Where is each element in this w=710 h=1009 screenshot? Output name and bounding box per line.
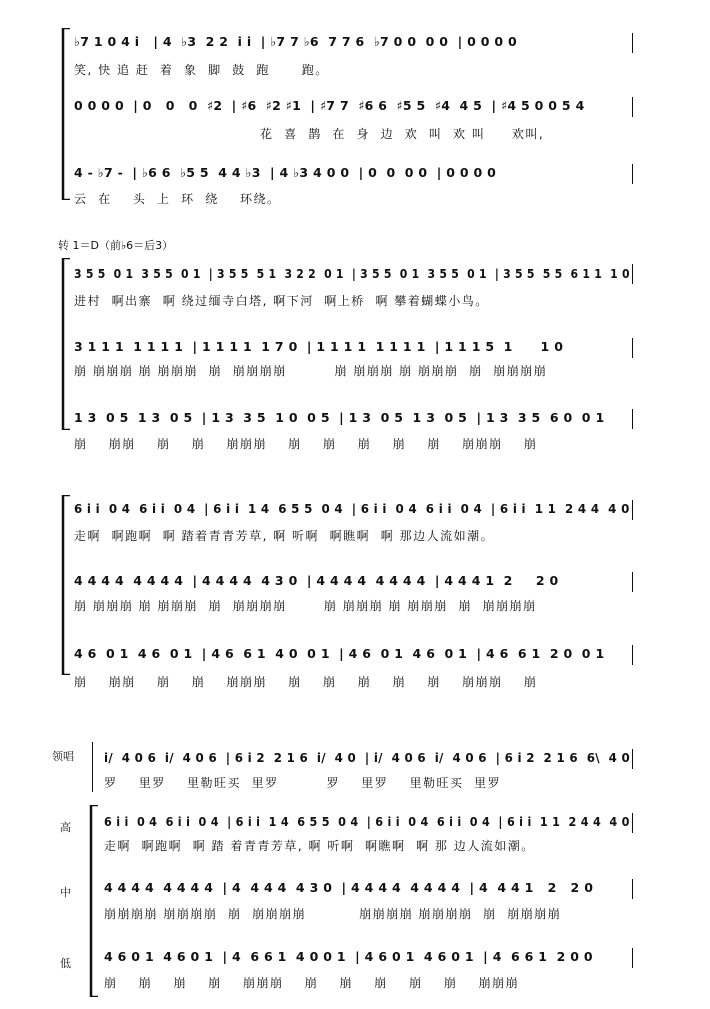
lyric-line: 进村 啊出寨 啊 绕过缅寺白塔, 啊下河 啊上桥 啊 攀着蝴蝶小鸟。 — [74, 294, 489, 308]
staff-notes: 1 3 0 5 1 3 0 5 | 1 3 3 5 1 0 0 5 | 1 3 0 5 1 3 0 5 | 1 3 3 5 6 0 0 1 — [74, 410, 605, 425]
final-barline — [632, 813, 633, 833]
lyric-line: 崩 崩崩 崩 崩 崩崩崩 崩 崩 崩 崩 崩 崩崩崩 崩 — [74, 437, 538, 451]
staff-notes: 6 i i 0 4 6 i i 0 4 | 6 i i 1 4 6 5 5 0 4 | 6 i i 0 4 6 i i 0 4 | 6 i i 1 1 2 4 4 4 0 — [74, 501, 630, 516]
part-label: 低 — [60, 957, 71, 970]
lyric-line: 崩 崩崩崩 崩 崩崩崩 崩 崩崩崩崩 崩 崩崩崩 崩 崩崩崩 崩 崩崩崩崩 — [74, 364, 548, 378]
staff-notes: 4 - ♭7 - | ♭6 6 ♭5 5 4 4 ♭3 | 4 ♭3 4 0 0 | 0 0 0 0 | 0 0 0 0 — [74, 165, 497, 180]
part-label: 高 — [60, 821, 71, 834]
staff-notes: 4 4 4 4 4 4 4 4 | 4 4 4 4 4 3 0 | 4 4 4 4 4 4 4 4 | 4 4 4 1 2 2 0 — [74, 573, 559, 588]
system-bracket — [88, 805, 100, 997]
system-barline — [92, 742, 93, 792]
staff-notes: 3 5 5 0 1 3 5 5 0 1 | 3 5 5 5 1 3 2 2 0 1 | 3 5 5 0 1 3 5 5 0 1 | 3 5 5 5 5 6 1 1 1 0 — [74, 266, 630, 281]
lyric-line: 笑, 快 追 赶 着 象 脚 鼓 跑 跑。 — [74, 63, 329, 77]
lyric-line: 花 喜 鹊 在 身 边 欢 叫 欢 叫 欢叫, — [260, 127, 545, 141]
final-barline — [632, 749, 633, 769]
final-barline — [632, 948, 633, 968]
part-label: 领唱 — [52, 750, 74, 763]
staff-notes: i/ 4 0 6 i/ 4 0 6 | 6 i 2 2 1 6 i/ 4 0 | i/ 4 0 6 i/ 4 0 6 | 6 i 2 2 1 6 6\ 4 0 — [104, 750, 631, 765]
staff-notes: ♭7 1 0 4 i | 4 ♭3 2 2 i i | ♭7 7 ♭6 7 7 6 ♭7 0 0 0 0 | 0 0 0 0 — [74, 34, 518, 49]
staff-notes: 4 4 4 4 4 4 4 4 | 4 4 4 4 4 3 0 | 4 4 4 4 4 4 4 4 | 4 4 4 1 2 2 0 — [104, 880, 594, 895]
final-barline — [632, 879, 633, 899]
staff-notes: 6 i i 0 4 6 i i 0 4 | 6 i i 1 4 6 5 5 0 4 | 6 i i 0 4 6 i i 0 4 | 6 i i 1 1 2 4 4 4 0 — [104, 814, 630, 829]
lyric-line: 崩 崩崩崩 崩 崩崩崩 崩 崩崩崩崩 崩 崩崩崩 崩 崩崩崩 崩 崩崩崩崩 — [74, 599, 537, 613]
final-barline — [632, 33, 633, 53]
staff-notes: 4 6 0 1 4 6 0 1 | 4 6 6 1 4 0 0 1 | 4 6 0 1 4 6 0 1 | 4 6 6 1 2 0 0 — [104, 949, 593, 964]
part-label: 中 — [60, 886, 71, 899]
staff-notes: 4 6 0 1 4 6 0 1 | 4 6 6 1 4 0 0 1 | 4 6 0 1 4 6 0 1 | 4 6 6 1 2 0 0 1 — [74, 646, 605, 661]
staff-notes: 0 0 0 0 | 0 0 0 ♯2 | ♯6 ♯2 ♯1 | ♯7 7 ♯6 6 ♯5 5 ♯4 4 5 | ♯4 5 0 0 5 4 — [74, 98, 585, 113]
final-barline — [632, 164, 633, 184]
system-bracket — [60, 258, 72, 430]
lyric-line: 崩 崩崩 崩 崩 崩崩崩 崩 崩 崩 崩 崩 崩崩崩 崩 — [74, 675, 538, 689]
system-bracket — [60, 28, 72, 200]
final-barline — [632, 97, 633, 117]
lyric-line: 云 在 头 上 环 绕 环绕。 — [74, 192, 281, 206]
lyric-line: 崩 崩 崩 崩 崩崩崩 崩 崩 崩 崩 崩 崩崩崩 — [104, 976, 520, 990]
key-change-label: 转 1＝D（前♭6＝后3） — [58, 239, 174, 252]
lyric-line: 崩崩崩崩 崩崩崩崩 崩 崩崩崩崩 崩崩崩崩 崩崩崩崩 崩 崩崩崩崩 — [104, 907, 562, 921]
staff-notes: 3 1 1 1 1 1 1 1 | 1 1 1 1 1 7 0 | 1 1 1 1 1 1 1 1 | 1 1 1 5 1 1 0 — [74, 339, 564, 354]
lyric-line: 走啊 啊跑啊 啊 踏 着青青芳草, 啊 听啊 啊瞧啊 啊 那 边人流如潮。 — [104, 839, 535, 853]
final-barline — [632, 645, 633, 665]
final-barline — [632, 500, 633, 520]
lyric-line: 走啊 啊跑啊 啊 踏着青青芳草, 啊 听啊 啊瞧啊 啊 那边人流如潮。 — [74, 529, 495, 543]
final-barline — [632, 409, 633, 429]
final-barline — [632, 264, 633, 284]
system-bracket — [60, 495, 72, 675]
final-barline — [632, 572, 633, 592]
lyric-line: 罗 里罗 里勒旺买 里罗 罗 里罗 里勒旺买 里罗 — [104, 776, 502, 790]
final-barline — [632, 338, 633, 358]
